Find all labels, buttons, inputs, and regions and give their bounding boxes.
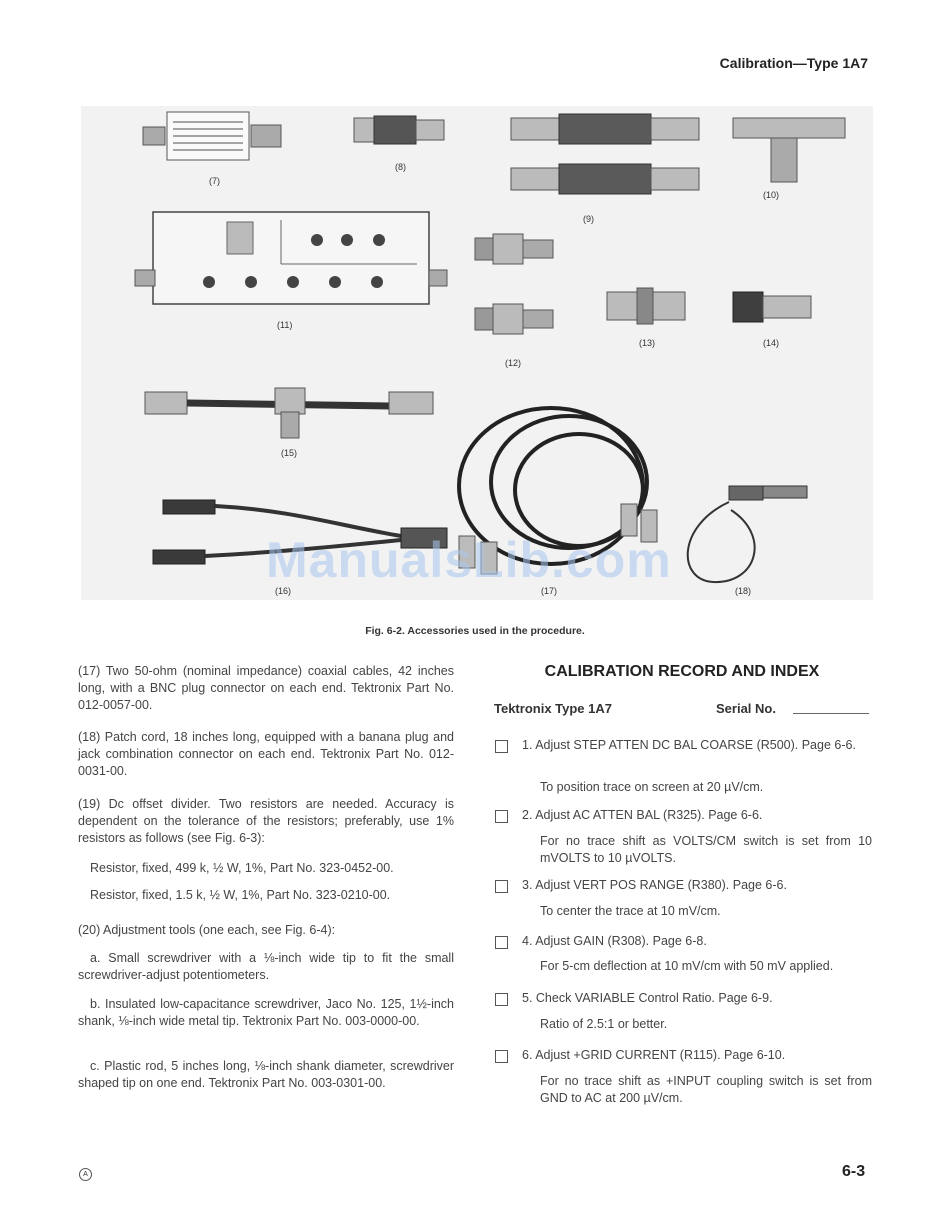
item-18: (18) Patch cord, 18 inches long, equipped with a banana plug and jack combination connector on each end. Tektronix Part No. 012-0031-00. <box>78 730 454 778</box>
record-detail-2: For no trace shift as VOLTS/CM switch is set from 10 mVOLTS to 10 µVOLTS. <box>540 834 872 865</box>
item-17: (17) Two 50-ohm (nominal impedance) coaxial cables, 42 inches long, with a BNC plug connector on each end. Tektronix Part No. 012-0057-00. <box>78 664 454 712</box>
tee-connector-10-graphic <box>733 118 845 182</box>
figure-label-16: (16) <box>275 586 292 596</box>
adapters-12-graphic <box>475 234 553 334</box>
figure-label-17: (17) <box>541 586 558 596</box>
figure-label-10: (10) <box>763 190 780 200</box>
figure-label-13: (13) <box>639 338 656 348</box>
record-detail-5: Ratio of 2.5:1 or better. <box>540 1017 668 1031</box>
figure-label-8: (8) <box>395 162 406 172</box>
resistor-1: Resistor, fixed, 499 k, ½ W, 1%, Part No. 323-0452-00. <box>90 861 394 875</box>
figure-caption: Fig. 6-2. Accessories used in the procedure. <box>365 625 585 637</box>
record-type-label: Tektronix Type 1A7 <box>494 701 612 716</box>
watermark: ManualsLib.com <box>266 532 672 588</box>
serial-number-field[interactable] <box>793 713 869 714</box>
terminator-14-graphic <box>733 292 811 322</box>
resistor-2: Resistor, fixed, 1.5 k, ½ W, 1%, Part No. 323-0210-00. <box>90 888 391 902</box>
figure-label-7: (7) <box>209 176 220 186</box>
adapter-8-graphic <box>354 116 444 144</box>
barrel-13-graphic <box>607 288 685 324</box>
tool-b: b. Insulated low-capacitance screwdriver, Jaco No. 125, 1½-inch shank, ⅛-inch wide metal tip. Tektronix Part No. 003-0000-00. <box>78 997 454 1028</box>
attenuator-box-11-graphic <box>135 212 447 304</box>
attenuators-9-graphic <box>511 114 699 194</box>
item-19: (19) Dc offset divider. Two resistors are needed. Accuracy is dependent on the tolerance of the resistors; preferably, use 1% resistors as follows (see Fig. 6-3): <box>78 797 454 845</box>
record-detail-6: For no trace shift as +INPUT coupling switch is set from GND to AC at 200 µV/cm. <box>540 1074 872 1105</box>
record-detail-1: To position trace on screen at 20 µV/cm. <box>540 780 764 794</box>
record-checkbox-5[interactable] <box>495 993 508 1006</box>
record-step-2: 2. Adjust AC ATTEN BAL (R325). Page 6-6. <box>522 808 763 822</box>
record-detail-3: To center the trace at 10 mV/cm. <box>540 904 721 918</box>
figure-label-12: (12) <box>505 358 522 368</box>
record-step-3: 3. Adjust VERT POS RANGE (R380). Page 6-6. <box>522 878 787 892</box>
figure-label-11: (11) <box>277 320 293 330</box>
record-checkbox-2[interactable] <box>495 810 508 823</box>
standardizer-adapter-graphic <box>143 112 281 160</box>
tool-c: c. Plastic rod, 5 inches long, ⅛-inch shank diameter, screwdriver shaped tip on one end. Tektronix Part No. 003-0301-00. <box>78 1059 454 1090</box>
record-detail-4: For 5-cm deflection at 10 mV/cm with 50 mV applied. <box>540 959 834 973</box>
figure-label-9: (9) <box>583 214 594 224</box>
page-number: 6-3 <box>842 1163 866 1180</box>
tee-cable-15-graphic <box>145 388 433 438</box>
figure-label-15: (15) <box>281 448 298 458</box>
revision-seal: A <box>79 1168 92 1181</box>
accessories-photo <box>81 106 873 600</box>
record-checkbox-1[interactable] <box>495 740 508 753</box>
record-step-5: 5. Check VARIABLE Control Ratio. Page 6-9. <box>522 991 773 1005</box>
patch-cord-18-graphic <box>688 486 807 582</box>
record-step-6: 6. Adjust +GRID CURRENT (R115). Page 6-10. <box>522 1048 786 1062</box>
figure-label-14: (14) <box>763 338 780 348</box>
running-header: Calibration—Type 1A7 <box>719 55 868 71</box>
record-checkbox-4[interactable] <box>495 936 508 949</box>
figure-label-18: (18) <box>735 586 752 596</box>
record-title: CALIBRATION RECORD AND INDEX <box>544 663 820 680</box>
tool-a: a. Small screwdriver with a ⅛-inch wide tip to fit the small screwdriver-adjust potentiometers. <box>78 951 454 982</box>
record-step-4: 4. Adjust GAIN (R308). Page 6-8. <box>522 934 707 948</box>
item-20: (20) Adjustment tools (one each, see Fig. 6-4): <box>78 923 336 937</box>
record-serial-label: Serial No. <box>716 701 776 716</box>
record-checkbox-3[interactable] <box>495 880 508 893</box>
accessories-illustration <box>81 106 873 600</box>
record-checkbox-6[interactable] <box>495 1050 508 1063</box>
record-step-1: 1. Adjust STEP ATTEN DC BAL COARSE (R500). Page 6-6. <box>522 738 856 752</box>
